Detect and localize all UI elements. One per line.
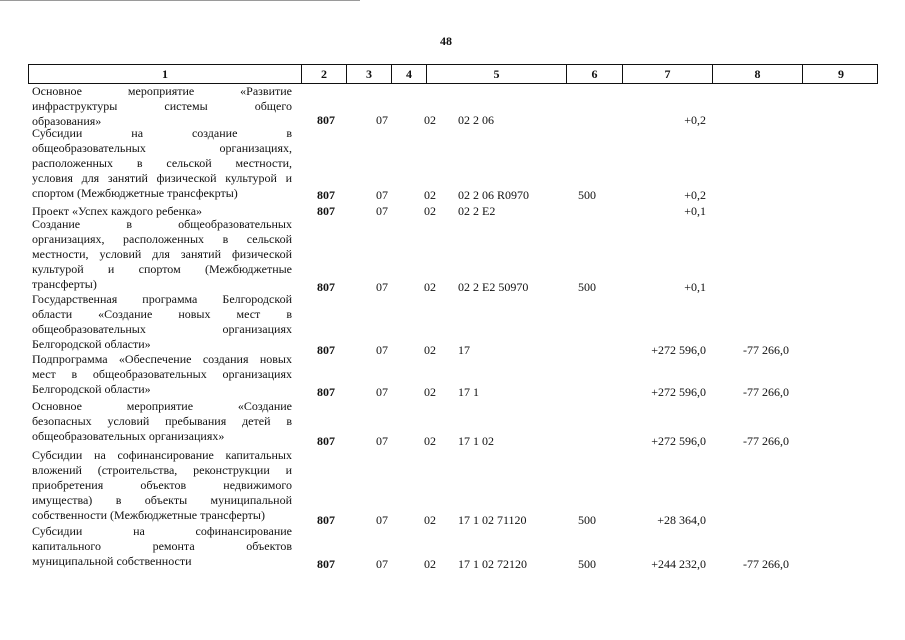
cell-c6: 500 bbox=[578, 513, 596, 527]
cell-c6: 500 bbox=[578, 188, 596, 202]
cell-c2: 807 bbox=[317, 513, 335, 527]
cell-c5: 02 2 06 bbox=[458, 113, 494, 127]
header-col-4: 4 bbox=[392, 65, 427, 83]
cell-c2: 807 bbox=[317, 385, 335, 399]
description-line: общеобразовательных организациях» bbox=[32, 429, 225, 443]
description-line: Белгородской области» bbox=[32, 382, 151, 396]
description-line: капитального ремонта объектов bbox=[32, 539, 292, 553]
cell-c5: 02 2 E2 bbox=[458, 204, 496, 218]
cell-c3: 07 bbox=[376, 280, 388, 294]
description-line: собственности (Межбюджетные трансферты) bbox=[32, 508, 265, 522]
cell-c4: 02 bbox=[424, 434, 436, 448]
cell-c4: 02 bbox=[424, 188, 436, 202]
cell-c3: 07 bbox=[376, 188, 388, 202]
cell-c3: 07 bbox=[376, 204, 388, 218]
cell-c4: 02 bbox=[424, 343, 436, 357]
description-line: Основное мероприятие «Создание bbox=[32, 399, 292, 413]
description-line: условия для занятий физической культурой и bbox=[32, 171, 292, 185]
row-description bbox=[32, 399, 292, 444]
cell-c2: 807 bbox=[317, 434, 335, 448]
top-rule bbox=[0, 0, 360, 1]
cell-c6: 500 bbox=[578, 557, 596, 571]
description-line: Государственная программа Белгородской bbox=[32, 292, 292, 306]
description-line: вложений (строительства, реконструкции и bbox=[32, 463, 292, 477]
cell-c2: 807 bbox=[317, 204, 335, 218]
cell-c4: 02 bbox=[424, 385, 436, 399]
cell-c5: 17 1 bbox=[458, 385, 479, 399]
row-description bbox=[32, 292, 292, 352]
cell-c2: 807 bbox=[317, 113, 335, 127]
cell-c4: 02 bbox=[424, 113, 436, 127]
cell-c7: +0,2 bbox=[684, 188, 706, 202]
cell-c8: -77 266,0 bbox=[743, 343, 789, 357]
cell-c7: +272 596,0 bbox=[651, 385, 706, 399]
row-description bbox=[32, 84, 292, 129]
header-col-6: 6 bbox=[567, 65, 623, 83]
description-line: муниципальной собственности bbox=[32, 554, 192, 568]
cell-c2: 807 bbox=[317, 280, 335, 294]
cell-c7: +0,1 bbox=[684, 204, 706, 218]
header-col-5: 5 bbox=[427, 65, 567, 83]
cell-c7: +272 596,0 bbox=[651, 343, 706, 357]
header-col-1: 1 bbox=[29, 65, 302, 83]
cell-c7: +0,1 bbox=[684, 280, 706, 294]
description-line: области «Создание новых мест в bbox=[32, 307, 292, 321]
cell-c2: 807 bbox=[317, 188, 335, 202]
row-description bbox=[32, 524, 292, 569]
description-line: общеобразовательных организациях bbox=[32, 322, 292, 336]
cell-c5: 02 2 06 R0970 bbox=[458, 188, 530, 202]
cell-c7: +28 364,0 bbox=[657, 513, 706, 527]
header-col-3: 3 bbox=[347, 65, 392, 83]
description-line: общеобразовательных организациях, bbox=[32, 141, 292, 155]
description-line: имущества) в объекты муниципальной bbox=[32, 493, 292, 507]
cell-c2: 807 bbox=[317, 343, 335, 357]
cell-c3: 07 bbox=[376, 113, 388, 127]
cell-c8: -77 266,0 bbox=[743, 434, 789, 448]
row-description bbox=[32, 448, 292, 523]
description-line: культурой и спортом (Межбюджетные bbox=[32, 262, 292, 276]
description-line: безопасных условий пребывания детей в bbox=[32, 414, 292, 428]
description-line: Субсидии на создание в bbox=[32, 126, 292, 140]
cell-c4: 02 bbox=[424, 513, 436, 527]
row-description bbox=[32, 126, 292, 201]
description-line: Субсидии на софинансирование капитальных bbox=[32, 448, 292, 462]
description-line: приобретения объектов недвижимого bbox=[32, 478, 292, 492]
description-line: образования» bbox=[32, 114, 102, 128]
cell-c5: 17 1 02 71120 bbox=[458, 513, 527, 527]
cell-c7: +272 596,0 bbox=[651, 434, 706, 448]
cell-c2: 807 bbox=[317, 557, 335, 571]
cell-c5: 02 2 E2 50970 bbox=[458, 280, 529, 294]
cell-c5: 17 1 02 72120 bbox=[458, 557, 527, 571]
cell-c8: -77 266,0 bbox=[743, 385, 789, 399]
description-line: Подпрограмма «Обеспечение создания новых bbox=[32, 352, 292, 366]
cell-c3: 07 bbox=[376, 557, 388, 571]
cell-c6: 500 bbox=[578, 280, 596, 294]
cell-c4: 02 bbox=[424, 557, 436, 571]
description-line: расположенных в сельской местности, bbox=[32, 156, 292, 170]
row-description bbox=[32, 352, 292, 397]
cell-c7: +0,2 bbox=[684, 113, 706, 127]
description-line: трансферты) bbox=[32, 277, 97, 291]
description-line: инфраструктуры системы общего bbox=[32, 99, 292, 113]
header-col-7: 7 bbox=[623, 65, 713, 83]
cell-c3: 07 bbox=[376, 343, 388, 357]
row-description bbox=[32, 217, 292, 292]
cell-c8: -77 266,0 bbox=[743, 557, 789, 571]
description-line: Основное мероприятие «Развитие bbox=[32, 84, 292, 98]
page-number: 48 bbox=[440, 34, 452, 48]
cell-c3: 07 bbox=[376, 434, 388, 448]
description-line: Проект «Успех каждого ребенка» bbox=[32, 204, 203, 218]
header-col-2: 2 bbox=[302, 65, 347, 83]
cell-c4: 02 bbox=[424, 204, 436, 218]
cell-c5: 17 bbox=[458, 343, 470, 357]
header-col-8: 8 bbox=[713, 65, 803, 83]
description-line: Субсидии на софинансирование bbox=[32, 524, 292, 538]
description-line: мест в общеобразовательных организациях bbox=[32, 367, 292, 381]
header-col-9: 9 bbox=[838, 67, 844, 81]
description-line: местности, условий для занятий физической bbox=[32, 247, 292, 261]
cell-c7: +244 232,0 bbox=[651, 557, 706, 571]
cell-c5: 17 1 02 bbox=[458, 434, 494, 448]
description-line: организациях, расположенных в сельской bbox=[32, 232, 292, 246]
description-line: Белгородской области» bbox=[32, 337, 151, 351]
description-line: спортом (Межбюджетные трансфекрты) bbox=[32, 186, 238, 200]
cell-c3: 07 bbox=[376, 385, 388, 399]
table-header bbox=[28, 64, 878, 84]
cell-c3: 07 bbox=[376, 513, 388, 527]
description-line: Создание в общеобразовательных bbox=[32, 217, 292, 231]
cell-c4: 02 bbox=[424, 280, 436, 294]
